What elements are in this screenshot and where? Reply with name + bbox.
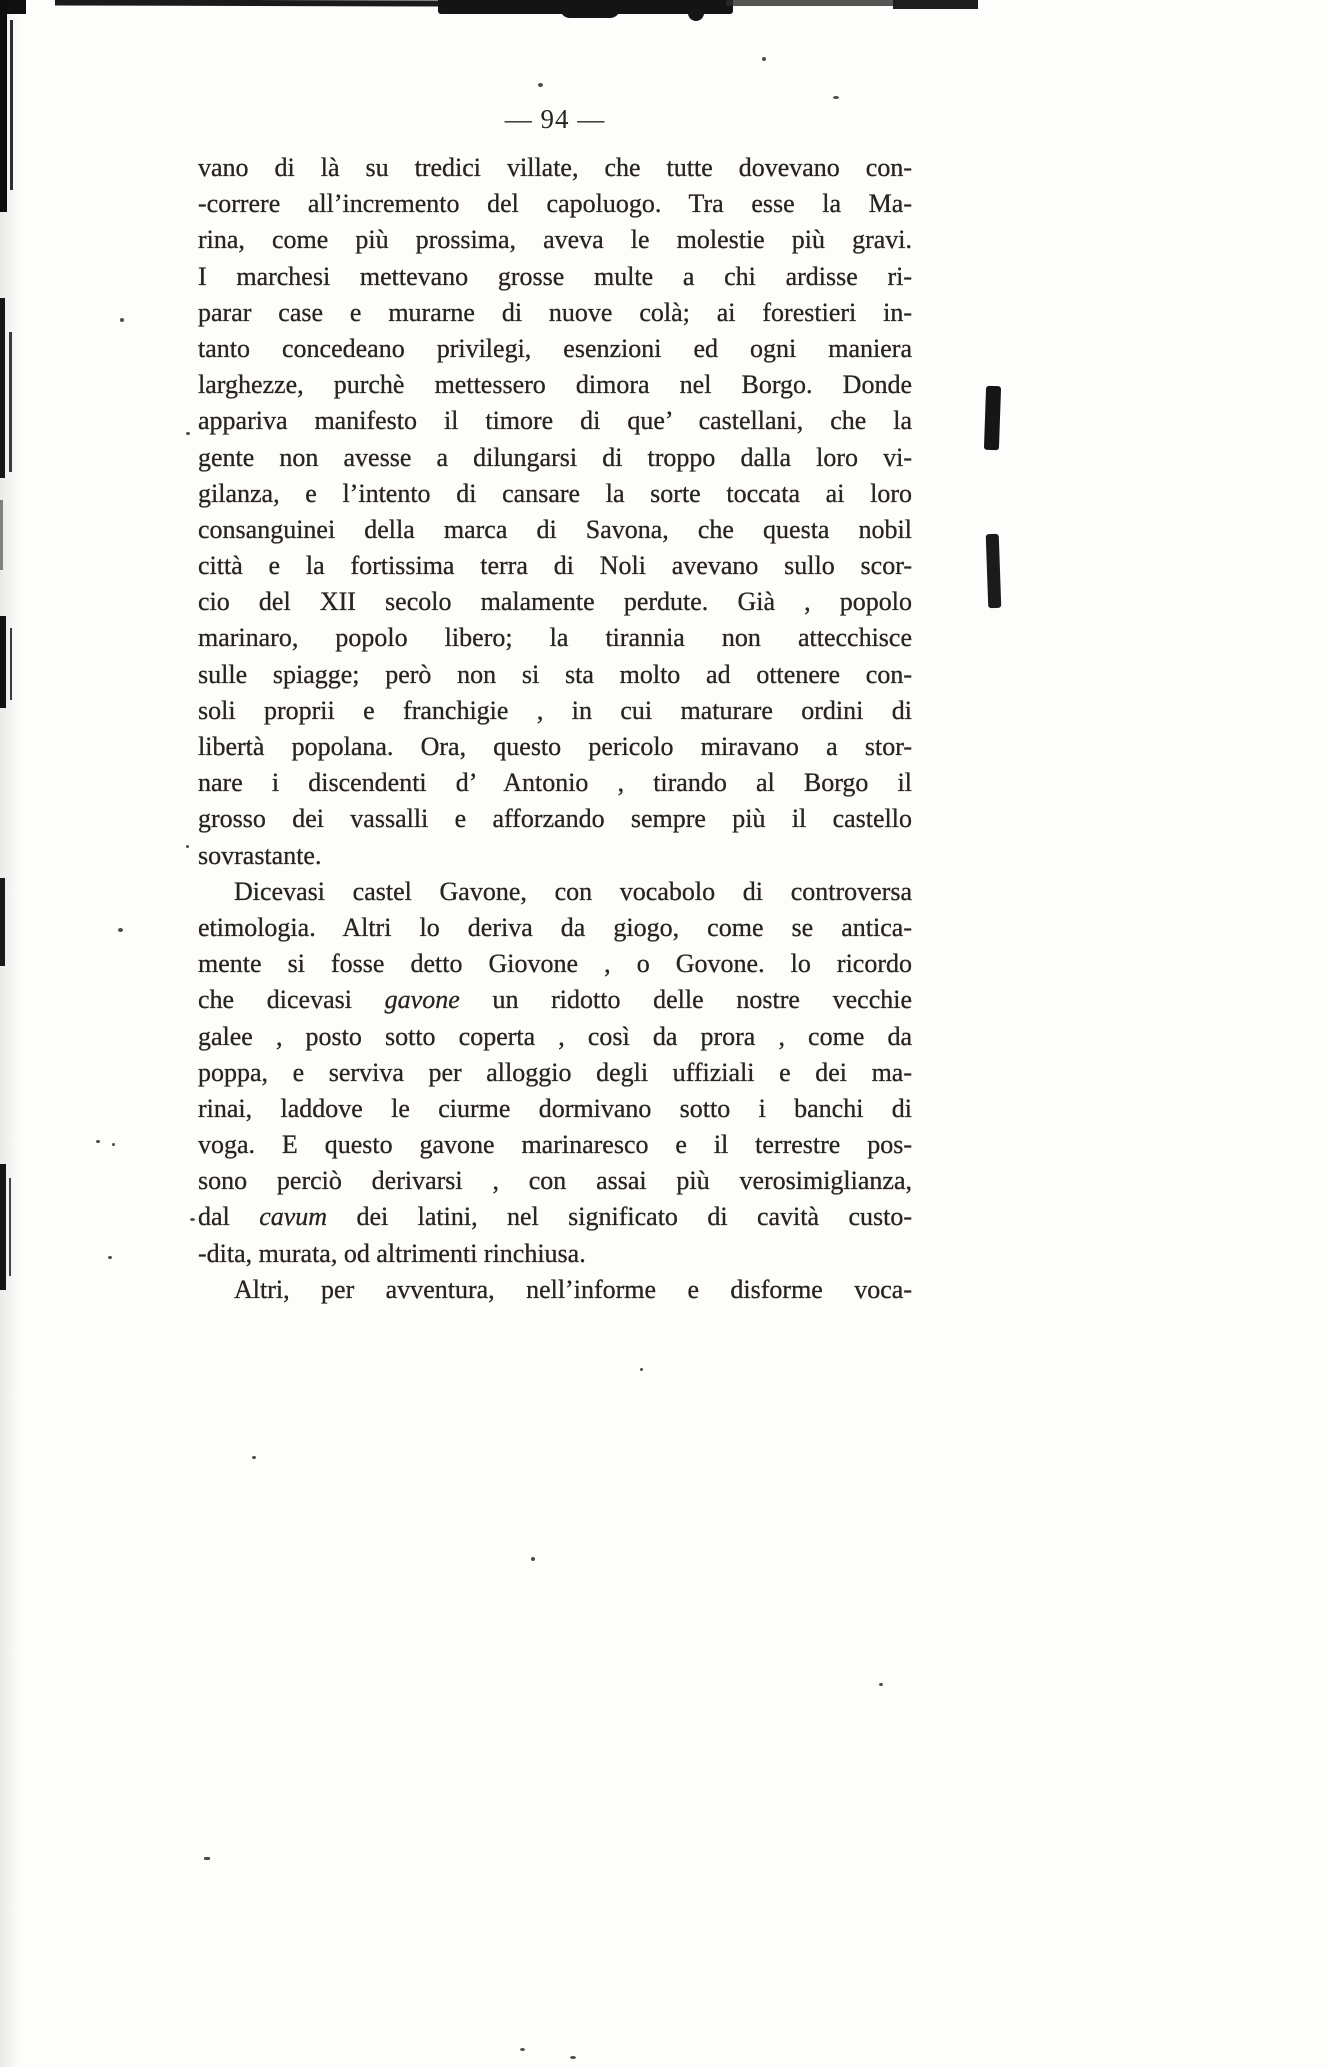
scan-artifact-top-4 bbox=[688, 0, 704, 21]
text-line: Dicevasi castel Gavone, con vocabolo di controversa bbox=[234, 876, 912, 906]
scan-artifact-left-4 bbox=[9, 332, 12, 472]
ink-speck bbox=[531, 1557, 535, 1561]
text-line: libertà popolana. Ora, questo pericolo miravano a stor- bbox=[198, 732, 912, 761]
text-line: poppa, e serviva per alloggio degli uffiziali e dei ma- bbox=[198, 1057, 912, 1087]
scan-artifact-left-10 bbox=[9, 1178, 11, 1276]
text-line: consanguinei della marca di Savona, che questa nobil bbox=[198, 514, 912, 544]
text-line: grosso dei vassalli e afforzando sempre più il castello bbox=[198, 804, 912, 834]
text-line: gente non avesse a dilungarsi di troppo dalla loro vi- bbox=[198, 442, 912, 472]
text-line: cio del XII secolo malamente perdute. Già , popolo bbox=[198, 587, 912, 617]
ink-speck bbox=[570, 2056, 576, 2059]
text-line: voga. E questo gavone marinaresco e il terrestre pos- bbox=[198, 1130, 912, 1160]
text-line: nare i discendenti d’ Antonio , tirando al Borgo il bbox=[198, 768, 912, 798]
ink-speck bbox=[252, 1456, 256, 1459]
ink-speck bbox=[118, 928, 123, 932]
text-line: soli proprii e franchigie , in cui maturare ordini di bbox=[198, 695, 912, 725]
text-line: etimologia. Altri lo deriva da giogo, come se antica- bbox=[198, 912, 912, 942]
scan-artifact-left-9 bbox=[0, 1164, 6, 1290]
ink-speck bbox=[186, 432, 190, 435]
text-line: che dicevasi gavone un ridotto delle nostre vecchie bbox=[198, 985, 912, 1015]
scan-artifact-top-5 bbox=[726, 0, 896, 6]
ink-speck bbox=[204, 1857, 210, 1860]
text-line: marinaro, popolo libero; la tirannia non attecchisce bbox=[198, 623, 912, 653]
ink-speck bbox=[112, 1143, 115, 1146]
scan-artifact-left-6 bbox=[0, 616, 6, 708]
text-line: mente si fosse detto Giovone , o Govone. lo ricordo bbox=[198, 949, 912, 979]
ink-speck bbox=[120, 318, 124, 322]
text-line: -correre all’incremento del capoluogo. Tra esse la Ma- bbox=[198, 189, 912, 219]
text-line: sovrastante. bbox=[198, 840, 322, 870]
text-line: città e la fortissima terra di Noli avevano sullo scor- bbox=[198, 551, 912, 581]
text-line: -dita, murata, od altrimenti rinchiusa. bbox=[198, 1238, 586, 1268]
scan-artifact-left-3 bbox=[0, 298, 5, 478]
scan-artifact-top-3 bbox=[560, 0, 620, 18]
text-block bbox=[198, 150, 912, 1308]
text-line: sulle spiagge; però non si sta molto ad ottenere con- bbox=[198, 659, 912, 689]
page-number: — 94 — bbox=[504, 104, 606, 134]
ink-speck bbox=[520, 2048, 525, 2051]
scan-artifact-left-1 bbox=[0, 0, 7, 212]
text-line: sono perciò derivarsi , con assai più verosimiglianza, bbox=[198, 1166, 912, 1196]
text-line: appariva manifesto il timore di que’ castellani, che la bbox=[198, 406, 912, 436]
text-line: larghezze, purchè mettessero dimora nel Borgo. Donde bbox=[198, 370, 912, 400]
ink-speck bbox=[833, 96, 839, 99]
text-line: Altri, per avventura, nell’informe e disforme voca- bbox=[234, 1274, 912, 1304]
text-line: galee , posto sotto coperta , così da prora , come da bbox=[198, 1021, 912, 1051]
scan-artifact-left-5 bbox=[0, 500, 3, 570]
ink-speck bbox=[186, 845, 189, 848]
scan-artifact-top-1 bbox=[55, 0, 445, 7]
scan-artifact-right-2 bbox=[986, 534, 1002, 608]
text-line: tanto concedeano privilegi, esenzioni ed ogni maniera bbox=[198, 333, 912, 363]
scan-artifact-right-1 bbox=[984, 386, 1001, 450]
scan-artifact-left-2 bbox=[10, 20, 13, 190]
text-line: rinai, laddove le ciurme dormivano sotto i banchi di bbox=[198, 1093, 912, 1123]
scan-artifact-left-7 bbox=[10, 628, 12, 700]
ink-speck bbox=[640, 1368, 643, 1371]
text-line: parar case e murarne di nuove colà; ai forestieri in- bbox=[198, 297, 912, 327]
ink-speck bbox=[190, 1218, 195, 1221]
scan-artifact-left-8 bbox=[0, 878, 5, 966]
text-line: I marchesi mettevano grosse multe a chi ardisse ri- bbox=[198, 261, 912, 291]
ink-speck bbox=[762, 57, 766, 61]
text-line: vano di là su tredici villate, che tutte dovevano con- bbox=[198, 153, 912, 182]
ink-speck bbox=[96, 1140, 100, 1143]
text-line: rina, come più prossima, aveva le molestie più gravi. bbox=[198, 225, 912, 255]
ink-speck bbox=[879, 1683, 883, 1686]
scan-artifact-top-6 bbox=[893, 0, 978, 9]
text-line: dal cavum dei latini, nel significato di cavità custo- bbox=[198, 1202, 912, 1232]
ink-speck bbox=[108, 1256, 112, 1259]
text-line: gilanza, e l’intento di cansare la sorte toccata ai loro bbox=[198, 478, 912, 508]
ink-speck bbox=[538, 83, 543, 87]
